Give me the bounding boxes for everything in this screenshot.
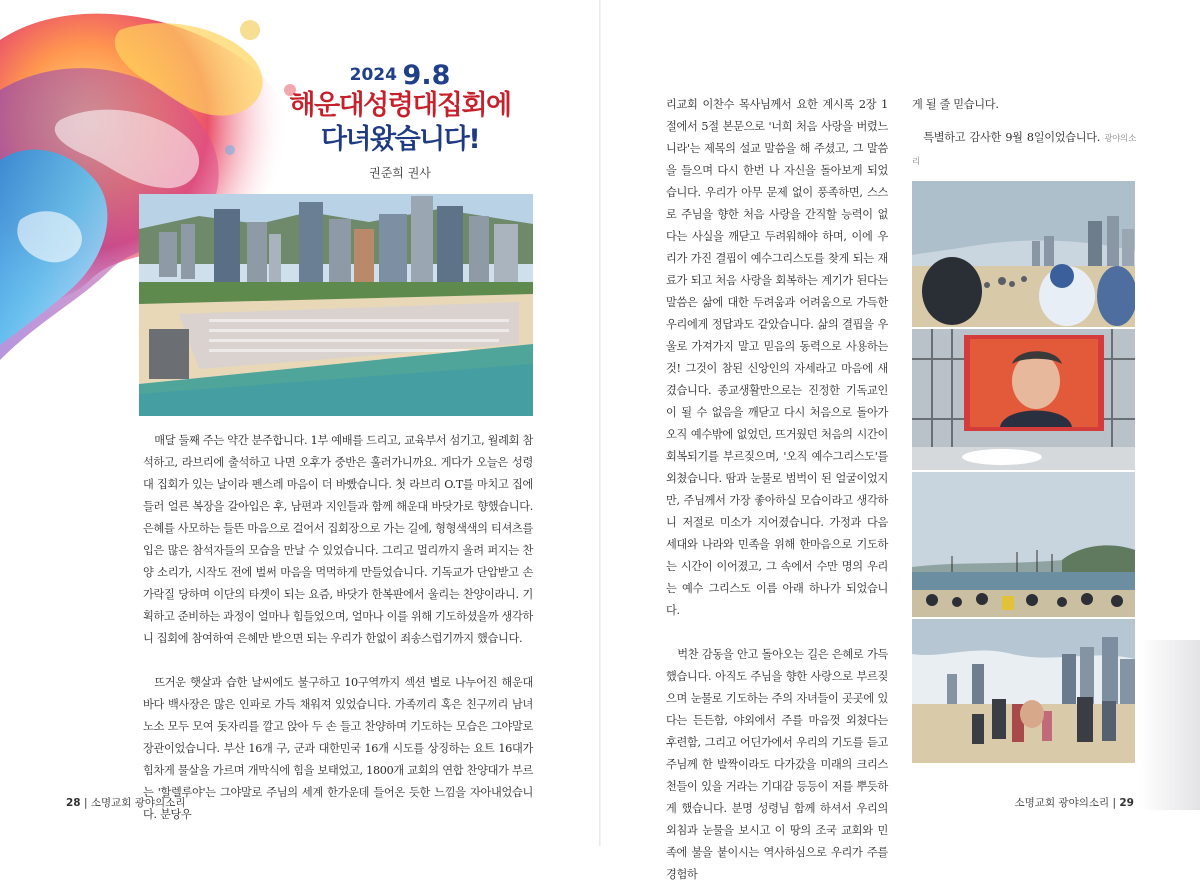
event-month-day: 9.8 [402,60,451,91]
paragraph: 매달 둘째 주는 약간 분주합니다. 1부 예배를 드리고, 교육부서 섬기고, 월례회 참석하고, 라브리에 출석하고 나면 오후가 중반은 훌러가니까요. 게다가 오늘은 성령대 집회가 있는 날이라 펜스레 마음이 더 바빴습니다. 첫 라브리 O.T를 마치고 집에 들러 얼른 복장을 갈아입은 후, 남편과 지인들과 함께 해운대 바닷가로 향했습니다. 은혜를 사모하는 들뜬 마음으로 걸어서 집회장으로 가는 길에, 형형색색의 티셔츠를 입은 많은 참석자들의 모습을 만날 수 있었습니다. 그리고 멀리까지 울려 퍼지는 찬양 소리가, 시작도 전에 벌써 마음을 먹먹하게 만들었습니다. 기독교가 단압받고 손가락질 당하며 이단의 타겟이 되는 요즘, 바닷가 한복판에서 울리는 찬양이라니. 기획하고 준비하는 과정이 얼마나 힘들었으며, 얼마나 이를 위해 기도하셨을까 생각하니 집회에 참여하여 은혜만 받으면 되는 우리가 한없이 죄송스럽기까지 했습니다. [143,434,533,645]
event-year: 2024 [349,65,397,85]
left-page-number: 28 [66,797,81,809]
footer-divider: | [83,797,88,809]
paragraph: 리교회 이찬수 목사님께서 요한 계시록 2장 1절에서 5절 본문으로 '너희 처음 사랑을 버렸느니라'는 제목의 설교 말씀을 해 주셨고, 그 말씀을 들으며 다시 한번 나 자신을 돌아보게 되었습니다. 우리가 아무 문제 없이 풍족하면, 스스로 주님을 향한 처음 사랑을 간직할 능력이 없다는 사실을 깨닫고 두려워해야 하며, 이에 우리가 가진 결핍이 예수그리스도를 찾게 되는 재료가 되고 처음 사랑을 회복하는 계기가 된다는 말씀은 삶에 대한 두려움과 어려움으로 가득한 우리에게 정답과도 같았습니다. 삶의 결핍을 우울로 가져가지 말고 믿음의 동력으로 사용하는 것! 그것이 참된 신앙인의 자세라고 마음에 새겼습니다. 종교생활만으로는 진정한 기독교인이 될 수 없음을 깨닫고 다시 처음으로 돌아가 오직 예수밖에 없었던, 뜨거웠던 처음의 시간이 회복되기를 부르짖으며, '오직 예수그리스도'를 외쳤습니다. 땀과 눈물로 범벅이 된 얼굴이었지만, 주님께서 가장 좋아하실 모습이라고 생각하니 저절로 미소가 지어졌습니다. 가정과 다음 세대와 나라와 민족을 위해 한마음으로 기도하는 시간이 이어졌고, 그 속에서 수만 명의 우리는 예수 그리스도 이름 아래 하나가 되었습니다. [666,98,888,617]
closing-sentence: 특별하고 감사한 9월 8일이었습니다. [923,131,1101,144]
middle-column-text [666,94,888,886]
left-footer-text: 소명교회 광야의소리 [90,797,186,809]
article-title [250,60,550,157]
right-column-text [912,94,1136,173]
title-line-1: 해운대성령대집회에 [289,90,511,121]
left-column-text [143,430,533,826]
page-gutter [599,0,601,846]
footer-divider: | [1112,797,1117,809]
right-footer-text: 소명교회 광야의소리 [1014,797,1110,809]
signature: 광야의소리 [912,134,1136,167]
paragraph: 게 될 줄 믿습니다. [912,98,999,111]
paragraph [912,127,1136,173]
right-page-number: 29 [1119,797,1134,809]
left-page-footer [66,795,185,810]
decorative-edge-art [1140,640,1200,810]
beach-aerial-photo [139,194,533,416]
paragraph: 벅찬 감동을 안고 돌아오는 길은 은혜로 가득했습니다. 아직도 주님을 향한 사랑으로 부르짖으며 눈물로 기도하는 주의 자녀들이 곳곳에 있다는 든든함, 야외에서 주를 마음껏 외쳤다는 후련함, 그리고 어딘가에서 우리의 기도를 듣고 주님께 한 발짝이라도 다가갔을 미래의 크리스천들이 있을 거라는 기대감 등등이 저를 뿌듯하게 했습니다. 분명 성령님 함께 하셔서 우리의 외침과 눈물을 보시고 이 땅의 조국 교회와 민족에 불을 붙이시는 역사하심으로 우리가 주를 경험하 [666,648,888,881]
crowd-photo [912,181,1135,327]
right-page-footer [1015,795,1134,810]
event-date [250,60,550,91]
paragraph: 뜨거운 햇살과 습한 날씨에도 불구하고 10구역까지 섹션 별로 나누어진 해운대 바다 백사장은 많은 인파로 가득 채워져 있었습니다. 가족끼리 혹은 친구끼리 남녀노소 모두 모여 돗자리를 깔고 앉아 두 손 들고 찬양하며 기도하는 모습은 그야말로 장관이었습니다. 부산 16개 구, 군과 대한민국 16개 시도를 상징하는 요트 16대가 힘차게 물살을 가르며 개막식에 힘을 보태었고, 1800개 교회의 연합 찬양대가 부르는 '할렐루야'는 그야말로 주님의 세계 한가운데 들어온 듯한 느낌을 자아내었습니다. 분당우 [143,676,533,821]
yachts-photo [912,472,1135,617]
author-name: 권준희 권사 [369,166,431,180]
pastor-screen-photo [912,329,1135,470]
beach-crowd-photo [912,619,1135,763]
title-line-2: 다녀왔습니다! [320,124,480,155]
